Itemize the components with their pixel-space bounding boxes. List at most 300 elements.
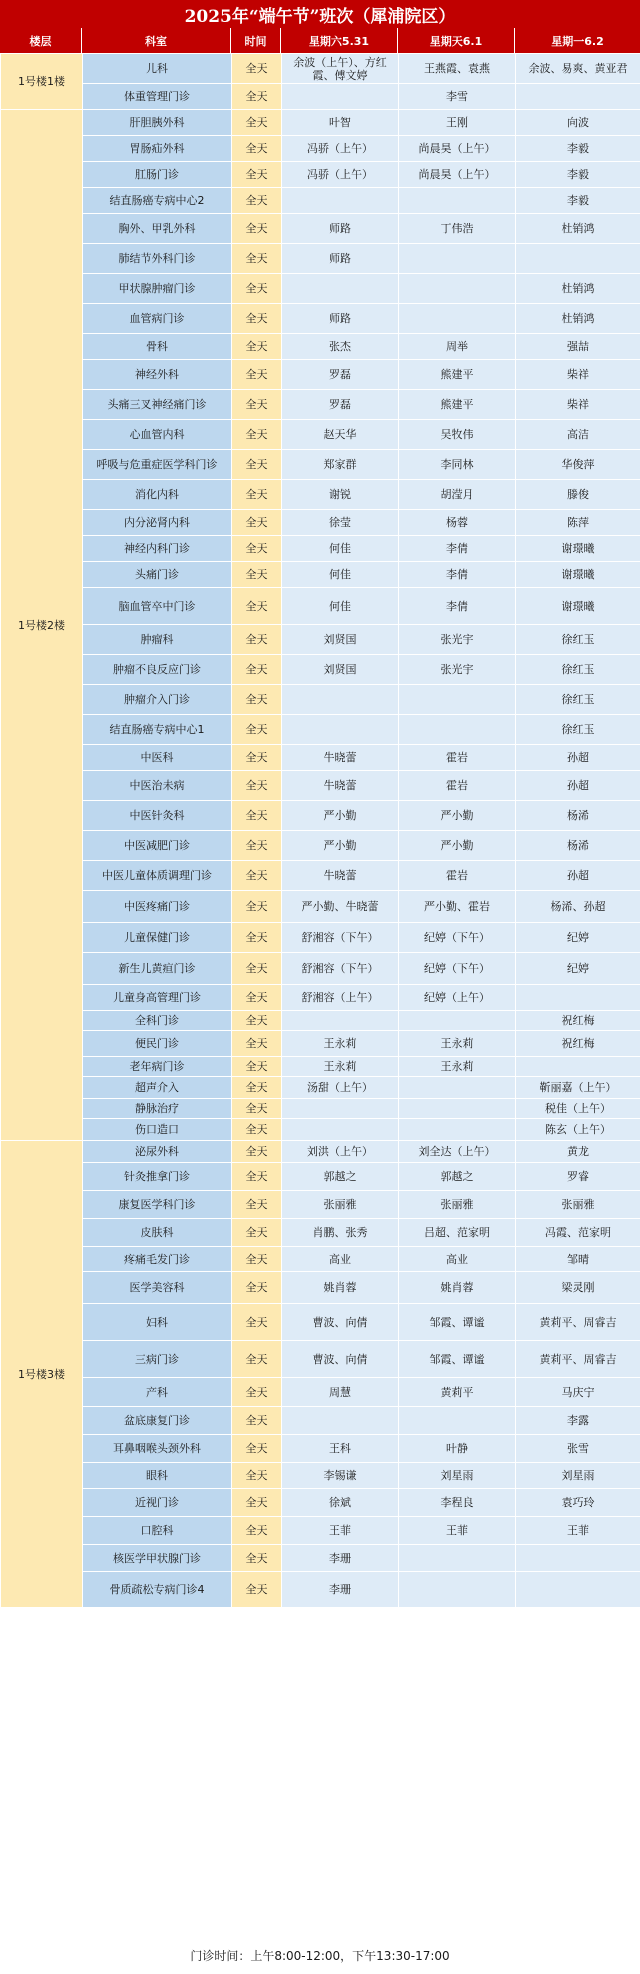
day2-doctor-cell: 李程良 xyxy=(399,1489,516,1517)
table-row xyxy=(1,1099,640,1119)
table-row xyxy=(1,1463,640,1489)
table-row xyxy=(1,1191,640,1219)
time-cell: 全天 xyxy=(232,923,282,953)
dept-cell: 消化内科 xyxy=(83,480,232,510)
time-cell: 全天 xyxy=(232,334,282,360)
day3-doctor-cell: 黄莉平、周睿吉 xyxy=(516,1341,640,1378)
time-cell: 全天 xyxy=(232,536,282,562)
day1-doctor-cell xyxy=(282,84,399,110)
dept-cell: 皮肤科 xyxy=(83,1219,232,1247)
day2-doctor-cell: 尚晨昊（上午） xyxy=(399,136,516,162)
dept-cell: 骨科 xyxy=(83,334,232,360)
time-cell: 全天 xyxy=(232,831,282,861)
header-floor: 楼层 xyxy=(0,28,82,53)
dept-cell: 呼吸与危重症医学科门诊 xyxy=(83,450,232,480)
table-row xyxy=(1,953,640,985)
day2-doctor-cell: 尚晨昊（上午） xyxy=(399,162,516,188)
table-row xyxy=(1,745,640,771)
schedule-title: 2025年“端午节”班次（犀浦院区） xyxy=(0,0,640,29)
dept-cell: 三病门诊 xyxy=(83,1341,232,1378)
time-cell: 全天 xyxy=(232,274,282,304)
table-row xyxy=(1,861,640,891)
day2-doctor-cell: 王燕霞、袁燕 xyxy=(399,54,516,84)
day2-doctor-cell: 吕超、范家明 xyxy=(399,1219,516,1247)
table-row xyxy=(1,304,640,334)
day1-doctor-cell: 刘洪（上午） xyxy=(282,1141,399,1163)
day2-doctor-cell xyxy=(399,304,516,334)
day2-doctor-cell xyxy=(399,1099,516,1119)
table-row xyxy=(1,801,640,831)
day3-doctor-cell: 刘星雨 xyxy=(516,1463,640,1489)
day1-doctor-cell: 何佳 xyxy=(282,588,399,625)
dept-cell: 核医学甲状腺门诊 xyxy=(83,1545,232,1572)
day2-doctor-cell: 邹霞、谭谧 xyxy=(399,1304,516,1341)
dept-cell: 盆底康复门诊 xyxy=(83,1407,232,1435)
day2-doctor-cell: 姚肖蓉 xyxy=(399,1272,516,1304)
day3-doctor-cell xyxy=(516,1057,640,1077)
day1-doctor-cell: 师路 xyxy=(282,214,399,244)
day3-doctor-cell: 徐红玉 xyxy=(516,715,640,745)
table-row xyxy=(1,1057,640,1077)
day1-doctor-cell: 姚肖蓉 xyxy=(282,1272,399,1304)
day3-doctor-cell: 张雪 xyxy=(516,1435,640,1463)
time-cell: 全天 xyxy=(232,244,282,274)
table-row xyxy=(1,1163,640,1191)
time-cell: 全天 xyxy=(232,891,282,923)
time-cell: 全天 xyxy=(232,1341,282,1378)
table-row xyxy=(1,84,640,110)
table-row xyxy=(1,1304,640,1341)
day1-doctor-cell: 李珊 xyxy=(282,1545,399,1572)
dept-cell: 新生儿黄疸门诊 xyxy=(83,953,232,985)
day2-doctor-cell: 刘全达（上午） xyxy=(399,1141,516,1163)
table-row xyxy=(1,334,640,360)
table-row xyxy=(1,1572,640,1608)
table-row xyxy=(1,588,640,625)
dept-cell: 结直肠癌专病中心1 xyxy=(83,715,232,745)
day2-doctor-cell: 李雪 xyxy=(399,84,516,110)
day2-doctor-cell: 张光宇 xyxy=(399,625,516,655)
day3-doctor-cell: 杜销鸿 xyxy=(516,214,640,244)
time-cell: 全天 xyxy=(232,953,282,985)
day3-doctor-cell: 孙超 xyxy=(516,861,640,891)
day3-doctor-cell: 李毅 xyxy=(516,162,640,188)
day1-doctor-cell: 周慧 xyxy=(282,1378,399,1407)
day1-doctor-cell: 王永莉 xyxy=(282,1057,399,1077)
dept-cell: 泌尿外科 xyxy=(83,1141,232,1163)
day1-doctor-cell xyxy=(282,1119,399,1141)
day2-doctor-cell xyxy=(399,1545,516,1572)
dept-cell: 儿童身高管理门诊 xyxy=(83,985,232,1011)
dept-cell: 心血管内科 xyxy=(83,420,232,450)
day2-doctor-cell: 周举 xyxy=(399,334,516,360)
dept-cell: 眼科 xyxy=(83,1463,232,1489)
day1-doctor-cell: 罗磊 xyxy=(282,390,399,420)
day3-doctor-cell: 柴祥 xyxy=(516,390,640,420)
day1-doctor-cell: 冯骄（上午） xyxy=(282,136,399,162)
time-cell: 全天 xyxy=(232,214,282,244)
day2-doctor-cell: 李倩 xyxy=(399,536,516,562)
day2-doctor-cell: 纪婷（上午） xyxy=(399,985,516,1011)
day3-doctor-cell: 杨浠、孙超 xyxy=(516,891,640,923)
day2-doctor-cell: 刘星雨 xyxy=(399,1463,516,1489)
table-row xyxy=(1,480,640,510)
time-cell: 全天 xyxy=(232,188,282,214)
day2-doctor-cell: 郭越之 xyxy=(399,1163,516,1191)
table-row xyxy=(1,1272,640,1304)
time-cell: 全天 xyxy=(232,715,282,745)
time-cell: 全天 xyxy=(232,1057,282,1077)
day1-doctor-cell: 冯骄（上午） xyxy=(282,162,399,188)
dept-cell: 儿童保健门诊 xyxy=(83,923,232,953)
dept-cell: 头痛三叉神经痛门诊 xyxy=(83,390,232,420)
table-row xyxy=(1,1378,640,1407)
table-row xyxy=(1,655,640,685)
day3-doctor-cell: 李毅 xyxy=(516,136,640,162)
day1-doctor-cell: 舒湘容（下午） xyxy=(282,953,399,985)
day3-doctor-cell: 纪婷 xyxy=(516,953,640,985)
dept-cell: 中医治未病 xyxy=(83,771,232,801)
dept-cell: 康复医学科门诊 xyxy=(83,1191,232,1219)
day2-doctor-cell: 严小勤 xyxy=(399,801,516,831)
table-row xyxy=(1,1011,640,1031)
time-cell: 全天 xyxy=(232,685,282,715)
day2-doctor-cell: 高业 xyxy=(399,1247,516,1272)
time-cell: 全天 xyxy=(232,420,282,450)
time-cell: 全天 xyxy=(232,1191,282,1219)
dept-cell: 产科 xyxy=(83,1378,232,1407)
day1-doctor-cell: 肖鹏、张秀 xyxy=(282,1219,399,1247)
time-cell: 全天 xyxy=(232,136,282,162)
dept-cell: 中医针灸科 xyxy=(83,801,232,831)
day1-doctor-cell: 严小勤 xyxy=(282,831,399,861)
table-row xyxy=(1,1141,640,1163)
dept-cell: 针灸推拿门诊 xyxy=(83,1163,232,1191)
day3-doctor-cell: 徐红玉 xyxy=(516,655,640,685)
dept-cell: 超声介入 xyxy=(83,1077,232,1099)
table-header xyxy=(0,28,640,53)
dept-cell: 甲状腺肿瘤门诊 xyxy=(83,274,232,304)
time-cell: 全天 xyxy=(232,1119,282,1141)
day3-doctor-cell: 袁巧玲 xyxy=(516,1489,640,1517)
day2-doctor-cell: 严小勤 xyxy=(399,831,516,861)
day1-doctor-cell: 郑家群 xyxy=(282,450,399,480)
day1-doctor-cell: 舒湘容（下午） xyxy=(282,923,399,953)
day3-doctor-cell: 杜销鸿 xyxy=(516,304,640,334)
day2-doctor-cell: 杨蓉 xyxy=(399,510,516,536)
time-cell: 全天 xyxy=(232,1077,282,1099)
day1-doctor-cell: 牛晓蕾 xyxy=(282,861,399,891)
dept-cell: 口腔科 xyxy=(83,1517,232,1545)
day3-doctor-cell: 强喆 xyxy=(516,334,640,360)
day2-doctor-cell xyxy=(399,274,516,304)
day1-doctor-cell: 张丽雅 xyxy=(282,1191,399,1219)
time-cell: 全天 xyxy=(232,625,282,655)
table-row xyxy=(1,1247,640,1272)
day3-doctor-cell: 梁灵刚 xyxy=(516,1272,640,1304)
time-cell: 全天 xyxy=(232,562,282,588)
time-cell: 全天 xyxy=(232,1272,282,1304)
day1-doctor-cell xyxy=(282,1099,399,1119)
table-row xyxy=(1,715,640,745)
dept-cell: 肺结节外科门诊 xyxy=(83,244,232,274)
table-row xyxy=(1,891,640,923)
table-row xyxy=(1,1119,640,1141)
day1-doctor-cell: 谢锐 xyxy=(282,480,399,510)
floor-cell: 1号楼3楼 xyxy=(1,1141,83,1608)
day1-doctor-cell: 徐莹 xyxy=(282,510,399,536)
day3-doctor-cell: 冯霞、范家明 xyxy=(516,1219,640,1247)
table-row xyxy=(1,54,640,84)
dept-cell: 儿科 xyxy=(83,54,232,84)
day1-doctor-cell: 何佳 xyxy=(282,562,399,588)
day3-doctor-cell: 谢璟曦 xyxy=(516,562,640,588)
day3-doctor-cell: 靳丽嘉（上午） xyxy=(516,1077,640,1099)
day1-doctor-cell: 张杰 xyxy=(282,334,399,360)
day1-doctor-cell: 严小勤 xyxy=(282,801,399,831)
time-cell: 全天 xyxy=(232,1141,282,1163)
dept-cell: 肛肠门诊 xyxy=(83,162,232,188)
header-dept: 科室 xyxy=(82,28,231,53)
day2-doctor-cell: 吴牧伟 xyxy=(399,420,516,450)
day3-doctor-cell: 陈萍 xyxy=(516,510,640,536)
dept-cell: 神经内科门诊 xyxy=(83,536,232,562)
day3-doctor-cell: 孙超 xyxy=(516,771,640,801)
day2-doctor-cell xyxy=(399,1572,516,1608)
day3-doctor-cell: 李毅 xyxy=(516,188,640,214)
table-row xyxy=(1,274,640,304)
day1-doctor-cell: 曹波、向倩 xyxy=(282,1341,399,1378)
dept-cell: 神经外科 xyxy=(83,360,232,390)
day1-doctor-cell: 李锡谦 xyxy=(282,1463,399,1489)
day1-doctor-cell: 严小勤、牛晓蕾 xyxy=(282,891,399,923)
table-row xyxy=(1,625,640,655)
day3-doctor-cell: 华俊萍 xyxy=(516,450,640,480)
day3-doctor-cell: 纪婷 xyxy=(516,923,640,953)
clinic-hours-footer: 门诊时间：上午8:00-12:00，下午13:30-17:00 xyxy=(0,1936,640,1974)
day2-doctor-cell xyxy=(399,1407,516,1435)
day2-doctor-cell: 霍岩 xyxy=(399,771,516,801)
day2-doctor-cell: 胡滢月 xyxy=(399,480,516,510)
dept-cell: 中医疼痛门诊 xyxy=(83,891,232,923)
time-cell: 全天 xyxy=(232,480,282,510)
day3-doctor-cell: 柴祥 xyxy=(516,360,640,390)
time-cell: 全天 xyxy=(232,771,282,801)
day2-doctor-cell xyxy=(399,685,516,715)
table-row xyxy=(1,1489,640,1517)
day2-doctor-cell xyxy=(399,1077,516,1099)
dept-cell: 医学美容科 xyxy=(83,1272,232,1304)
time-cell: 全天 xyxy=(232,1572,282,1608)
time-cell: 全天 xyxy=(232,1489,282,1517)
day3-doctor-cell: 张丽雅 xyxy=(516,1191,640,1219)
day2-doctor-cell xyxy=(399,188,516,214)
table-row xyxy=(1,985,640,1011)
time-cell: 全天 xyxy=(232,1463,282,1489)
dept-cell: 头痛门诊 xyxy=(83,562,232,588)
day1-doctor-cell xyxy=(282,274,399,304)
time-cell: 全天 xyxy=(232,304,282,334)
day1-doctor-cell xyxy=(282,188,399,214)
day3-doctor-cell: 向波 xyxy=(516,110,640,136)
day2-doctor-cell: 严小勤、霍岩 xyxy=(399,891,516,923)
day3-doctor-cell: 谢璟曦 xyxy=(516,536,640,562)
day3-doctor-cell: 杨浠 xyxy=(516,831,640,861)
time-cell: 全天 xyxy=(232,1247,282,1272)
time-cell: 全天 xyxy=(232,162,282,188)
day2-doctor-cell: 纪婷（下午） xyxy=(399,953,516,985)
day2-doctor-cell: 李倩 xyxy=(399,562,516,588)
dept-cell: 中医儿童体质调理门诊 xyxy=(83,861,232,891)
dept-cell: 肿瘤介入门诊 xyxy=(83,685,232,715)
day3-doctor-cell: 王菲 xyxy=(516,1517,640,1545)
time-cell: 全天 xyxy=(232,110,282,136)
day1-doctor-cell: 牛晓蕾 xyxy=(282,771,399,801)
day3-doctor-cell xyxy=(516,1545,640,1572)
time-cell: 全天 xyxy=(232,54,282,84)
time-cell: 全天 xyxy=(232,450,282,480)
day1-doctor-cell: 师路 xyxy=(282,244,399,274)
header-day3: 星期一6.2 xyxy=(551,34,604,48)
dept-cell: 胸外、甲乳外科 xyxy=(83,214,232,244)
day3-doctor-cell xyxy=(516,244,640,274)
day3-doctor-cell: 杨浠 xyxy=(516,801,640,831)
table-row xyxy=(1,1341,640,1378)
table-row xyxy=(1,162,640,188)
day2-doctor-cell: 张丽雅 xyxy=(399,1191,516,1219)
day1-doctor-cell: 赵天华 xyxy=(282,420,399,450)
table-row xyxy=(1,1219,640,1247)
day3-doctor-cell: 税佳（上午） xyxy=(516,1099,640,1119)
table-row xyxy=(1,562,640,588)
dept-cell: 中医科 xyxy=(83,745,232,771)
time-cell: 全天 xyxy=(232,1407,282,1435)
table-row xyxy=(1,510,640,536)
time-cell: 全天 xyxy=(232,655,282,685)
day3-doctor-cell: 杜销鸿 xyxy=(516,274,640,304)
floor-cell: 1号楼2楼 xyxy=(1,110,83,1141)
day3-doctor-cell: 徐红玉 xyxy=(516,685,640,715)
table-row xyxy=(1,1031,640,1057)
dept-cell: 中医减肥门诊 xyxy=(83,831,232,861)
day1-doctor-cell: 王科 xyxy=(282,1435,399,1463)
day1-doctor-cell: 汤甜（上午） xyxy=(282,1077,399,1099)
time-cell: 全天 xyxy=(232,1545,282,1572)
dept-cell: 结直肠癌专病中心2 xyxy=(83,188,232,214)
dept-cell: 肝胆胰外科 xyxy=(83,110,232,136)
day1-doctor-cell: 叶智 xyxy=(282,110,399,136)
day2-doctor-cell: 王菲 xyxy=(399,1517,516,1545)
day2-doctor-cell: 张光宇 xyxy=(399,655,516,685)
day2-doctor-cell: 霍岩 xyxy=(399,861,516,891)
day2-doctor-cell: 王永莉 xyxy=(399,1057,516,1077)
day2-doctor-cell: 熊建平 xyxy=(399,390,516,420)
table-row xyxy=(1,1077,640,1099)
day2-doctor-cell: 叶静 xyxy=(399,1435,516,1463)
table-row xyxy=(1,923,640,953)
day1-doctor-cell xyxy=(282,685,399,715)
time-cell: 全天 xyxy=(232,1099,282,1119)
table-row xyxy=(1,536,640,562)
time-cell: 全天 xyxy=(232,1378,282,1407)
dept-cell: 老年病门诊 xyxy=(83,1057,232,1077)
day2-doctor-cell: 李倩 xyxy=(399,588,516,625)
dept-cell: 肿瘤科 xyxy=(83,625,232,655)
table-row xyxy=(1,1517,640,1545)
table-row xyxy=(1,1407,640,1435)
table-row xyxy=(1,831,640,861)
time-cell: 全天 xyxy=(232,1031,282,1057)
time-cell: 全天 xyxy=(232,1219,282,1247)
dept-cell: 全科门诊 xyxy=(83,1011,232,1031)
table-row xyxy=(1,360,640,390)
table-row xyxy=(1,214,640,244)
dept-cell: 近视门诊 xyxy=(83,1489,232,1517)
day3-doctor-cell: 徐红玉 xyxy=(516,625,640,655)
time-cell: 全天 xyxy=(232,390,282,420)
day3-doctor-cell: 李露 xyxy=(516,1407,640,1435)
table-row xyxy=(1,1435,640,1463)
day3-doctor-cell: 马庆宁 xyxy=(516,1378,640,1407)
day2-doctor-cell: 邹霞、谭谧 xyxy=(399,1341,516,1378)
header-day2: 星期天6.1 xyxy=(398,28,515,53)
day1-doctor-cell: 舒湘容（上午） xyxy=(282,985,399,1011)
floor-cell: 1号楼1楼 xyxy=(1,54,83,110)
day2-doctor-cell: 李同林 xyxy=(399,450,516,480)
time-cell: 全天 xyxy=(232,1435,282,1463)
day2-doctor-cell: 黄莉平 xyxy=(399,1378,516,1407)
time-cell: 全天 xyxy=(232,745,282,771)
dept-cell: 胃肠疝外科 xyxy=(83,136,232,162)
header-day1: 星期六5.31 xyxy=(281,28,398,53)
dept-cell: 耳鼻咽喉头颈外科 xyxy=(83,1435,232,1463)
day3-doctor-cell: 罗睿 xyxy=(516,1163,640,1191)
day3-doctor-cell: 邹晴 xyxy=(516,1247,640,1272)
table-row xyxy=(1,188,640,214)
day3-doctor-cell xyxy=(516,84,640,110)
header-time: 时间 xyxy=(231,28,281,53)
day3-doctor-cell xyxy=(516,985,640,1011)
time-cell: 全天 xyxy=(232,510,282,536)
table-row xyxy=(1,244,640,274)
day1-doctor-cell xyxy=(282,1011,399,1031)
time-cell: 全天 xyxy=(232,1011,282,1031)
dept-cell: 伤口造口 xyxy=(83,1119,232,1141)
table-row xyxy=(1,685,640,715)
day2-doctor-cell xyxy=(399,715,516,745)
day3-doctor-cell: 祝红梅 xyxy=(516,1031,640,1057)
day1-doctor-cell: 高业 xyxy=(282,1247,399,1272)
day1-doctor-cell: 王菲 xyxy=(282,1517,399,1545)
time-cell: 全天 xyxy=(232,84,282,110)
dept-cell: 体重管理门诊 xyxy=(83,84,232,110)
dept-cell: 肿瘤不良反应门诊 xyxy=(83,655,232,685)
day3-doctor-cell: 滕俊 xyxy=(516,480,640,510)
time-cell: 全天 xyxy=(232,801,282,831)
time-cell: 全天 xyxy=(232,588,282,625)
dept-cell: 疼痛毛发门诊 xyxy=(83,1247,232,1272)
table-row xyxy=(1,450,640,480)
time-cell: 全天 xyxy=(232,1304,282,1341)
table-row xyxy=(1,110,640,136)
day2-doctor-cell: 王刚 xyxy=(399,110,516,136)
dept-cell: 脑血管卒中门诊 xyxy=(83,588,232,625)
day1-doctor-cell: 罗磊 xyxy=(282,360,399,390)
time-cell: 全天 xyxy=(232,1517,282,1545)
day2-doctor-cell: 王永莉 xyxy=(399,1031,516,1057)
day2-doctor-cell xyxy=(399,1011,516,1031)
dept-cell: 便民门诊 xyxy=(83,1031,232,1057)
